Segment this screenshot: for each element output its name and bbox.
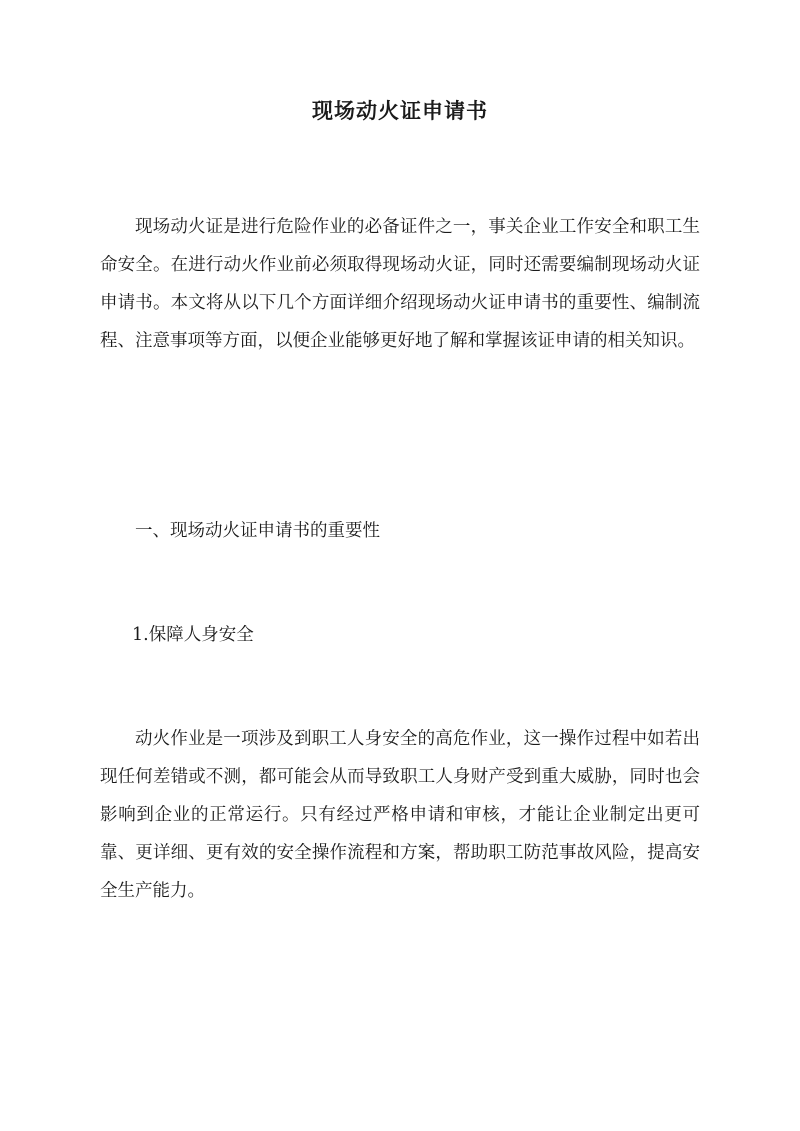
body-paragraph: 动火作业是一项涉及到职工人身安全的高危作业，这一操作过程中如若出现任何差错或不测，都可能会从而导致职工人身财产受到重大威胁，同时也会影响到企业的正常运行。只有经过严格申请和审核，才能让企业制定出更可靠、更详细、更有效的安全操作流程和方案，帮助职工防范事故风险，提高安全生产能力。 bbox=[100, 729, 700, 901]
intro-paragraph: 现场动火证是进行危险作业的必备证件之一，事关企业工作安全和职工生命安全。在进行动火作业前必须取得现场动火证，同时还需要编制现场动火证申请书。本文将从以下几个方面详细介绍现场动火证申请书的重要性、编制流程、注意事项等方面，以便企业能够更好地了解和掌握该证申请的相关知识。 bbox=[100, 217, 700, 351]
document-title: 现场动火证申请书 bbox=[312, 98, 488, 123]
subsection-heading: 1.保障人身安全 bbox=[132, 625, 254, 645]
section-heading: 一、现场动火证申请书的重要性 bbox=[135, 521, 380, 541]
